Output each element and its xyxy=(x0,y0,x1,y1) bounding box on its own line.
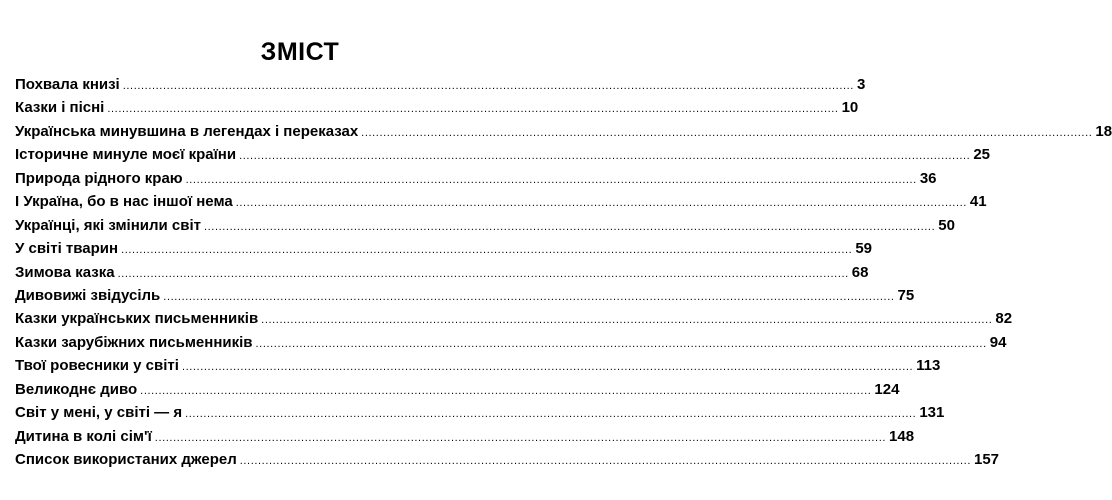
toc-entry-title: І Україна, бо в нас іншої нема xyxy=(15,193,233,211)
toc-entry xyxy=(15,333,1007,357)
toc-entry xyxy=(15,451,1000,474)
toc-entry-page: 82 xyxy=(995,310,1013,328)
toc-entry-page: 41 xyxy=(969,193,987,211)
toc-entry xyxy=(15,404,945,427)
toc-entry-page: 94 xyxy=(989,333,1007,351)
toc-entry xyxy=(15,427,915,451)
toc-entry-page: 148 xyxy=(889,427,915,445)
toc-dot-leader: ........................................................................................................................................................................................................ xyxy=(204,220,936,233)
toc-entry-page: 75 xyxy=(897,286,915,304)
toc-entry-title: Дивовижі звідусіль xyxy=(15,286,161,304)
toc-entry-page: 3 xyxy=(856,76,866,93)
toc-dot-leader: ........................................................................................................................................................................................................ xyxy=(122,80,854,92)
page-title: ЗМІСТ xyxy=(260,38,340,66)
toc-entry xyxy=(15,357,941,380)
toc-dot-leader: ........................................................................................................................................................................................................ xyxy=(255,337,987,350)
toc-dot-leader: ........................................................................................................................................................................................................ xyxy=(361,126,1093,139)
toc-dot-leader: ........................................................................................................................................................................................................ xyxy=(185,408,917,421)
toc-dot-leader: ........................................................................................................................................................................................................ xyxy=(107,103,839,116)
table-of-contents xyxy=(15,76,1112,474)
toc-dot-leader: ........................................................................................................................................................................................................ xyxy=(185,173,917,186)
toc-entry xyxy=(15,310,1013,333)
toc-dot-leader: ........................................................................................................................................................................................................ xyxy=(117,267,849,280)
toc-entry-title: Великоднє диво xyxy=(15,380,138,398)
toc-entry-title: Українці, які змінили світ xyxy=(15,216,201,234)
toc-entry-page: 113 xyxy=(916,357,941,375)
toc-dot-leader: ........................................................................................................................................................................................................ xyxy=(181,361,914,374)
toc-entry-title: Похвала книзі xyxy=(15,76,120,93)
toc-entry xyxy=(15,380,900,404)
toc-entry-title: Казки і пісні xyxy=(15,99,105,117)
toc-dot-leader: ........................................................................................................................................................................................................ xyxy=(140,384,872,397)
toc-entry xyxy=(15,263,869,287)
toc-dot-leader: ........................................................................................................................................................................................................ xyxy=(121,244,853,257)
toc-entry xyxy=(15,99,859,122)
toc-entry-title: Історичне минуле моєї країни xyxy=(15,146,237,164)
toc-entry-page: 157 xyxy=(973,451,1000,468)
toc-entry xyxy=(15,193,987,216)
toc-entry-page: 25 xyxy=(973,146,991,164)
toc-entry-title: У світі тварин xyxy=(15,240,119,258)
toc-entry xyxy=(15,122,1112,146)
toc-entry xyxy=(15,76,866,99)
toc-entry-page: 18 xyxy=(1095,122,1112,140)
toc-entry-page: 131 xyxy=(919,404,945,422)
toc-entry-page: 68 xyxy=(851,263,869,281)
toc-entry xyxy=(15,216,955,240)
toc-entry-page: 10 xyxy=(841,99,859,117)
toc-entry-title: Казки українських письменників xyxy=(15,310,259,328)
toc-entry-page: 59 xyxy=(855,240,872,258)
toc-entry-title: Українська минувшина в легендах і переказах xyxy=(15,122,359,140)
toc-entry-title: Список використаних джерел xyxy=(15,451,237,468)
toc-entry-title: Дитина в колі сім'ї xyxy=(15,427,152,445)
toc-entry-title: Природа рідного краю xyxy=(15,169,183,187)
toc-dot-leader: ........................................................................................................................................................................................................ xyxy=(261,314,993,327)
toc-dot-leader: ........................................................................................................................................................................................................ xyxy=(239,150,971,163)
toc-dot-leader: ........................................................................................................................................................................................................ xyxy=(154,431,887,444)
toc-entry xyxy=(15,240,872,263)
toc-entry xyxy=(15,146,991,169)
toc-entry-page: 50 xyxy=(938,216,955,234)
toc-entry-page: 124 xyxy=(874,380,900,398)
toc-dot-leader: ........................................................................................................................................................................................................ xyxy=(163,290,895,303)
toc-dot-leader: ........................................................................................................................................................................................................ xyxy=(235,197,967,210)
toc-entry-page: 36 xyxy=(919,169,937,187)
toc-entry xyxy=(15,169,937,193)
toc-dot-leader: ........................................................................................................................................................................................................ xyxy=(239,455,971,467)
toc-entry-title: Казки зарубіжних письменників xyxy=(15,333,253,351)
toc-entry-title: Світ у мені, у світі — я xyxy=(15,404,183,422)
toc-entry-title: Твої ровесники у світі xyxy=(15,357,179,375)
toc-entry-title: Зимова казка xyxy=(15,263,115,281)
toc-entry xyxy=(15,286,915,310)
